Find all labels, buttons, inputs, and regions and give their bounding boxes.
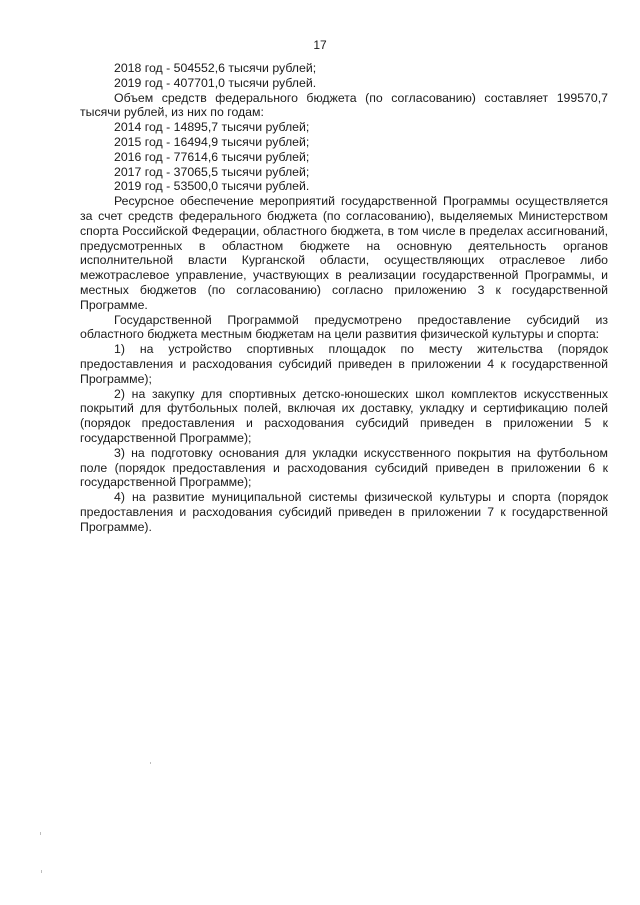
year-line: 2016 год - 77614,6 тысячи рублей; — [114, 149, 310, 164]
year-line: 2014 год - 14895,7 тысячи рублей; — [114, 120, 310, 135]
year-line: 2015 год - 16494,9 тысячи рублей; — [114, 134, 310, 149]
subsidies-paragraph: Государственной Программой предусмотрено предоставление субсидий из областного бюджета местным бюджетам на цели развития физической культуры и спорта: — [80, 312, 608, 342]
list-item: 4) на развитие муниципальной системы физической культуры и спорта (порядок предоставления и расходования субсидий приведен в приложении 7 к государственной Программе). — [80, 490, 608, 534]
year-line: 2017 год - 37065,5 тысячи рублей; — [114, 164, 310, 179]
scan-speck — [40, 832, 41, 835]
page-number: 17 — [313, 38, 327, 52]
year-line: 2018 год - 504552,6 тысячи рублей; — [114, 61, 317, 75]
scan-speck — [41, 870, 42, 873]
document-body — [80, 61, 608, 535]
federal-budget-intro: Объем средств федерального бюджета (по согласованию) составляет 199570,7 тысячи рублей, из них по годам: — [80, 90, 608, 120]
resource-paragraph: Ресурсное обеспечение мероприятий государственной Программы осуществляется за счет средств федерального бюджета (по согласованию), выделяемых Министерством спорта Российской Федерации, областного бюджета, в том числе в пределах ассигнований, предусмотренных в областном бюджете на основную деятельность органов исполнительной власти Курганской области, осуществляющих отраслевое либо межотраслевое управление, участвующих в реализации государственной Программы, и местных бюджетов (по согласованию) согласно приложению 3 к государственной Программе. — [80, 194, 608, 312]
list-item: 1) на устройство спортивных площадок по месту жительства (порядок предоставления и расходования субсидий приведен в приложении 4 к государственной Программе); — [80, 342, 608, 386]
scan-speck — [150, 762, 151, 764]
list-item: 3) на подготовку основания для укладки искусственного покрытия на футбольном поле (порядок предоставления и расходования субсидий приведен в приложении 6 к государственной Программе); — [80, 445, 608, 490]
year-line: 2019 год - 407701,0 тысячи рублей. — [114, 75, 317, 90]
list-item: 2) на закупку для спортивных детско-юношеских школ комплектов искусственных покрытий для футбольных полей, включая их доставку, укладку и сертификацию полей (порядок предоставления и расходования субсидий приведен в приложении 5 к государственной Программе); — [80, 386, 608, 445]
year-line: 2019 год - 53500,0 тысячи рублей. — [114, 179, 310, 194]
